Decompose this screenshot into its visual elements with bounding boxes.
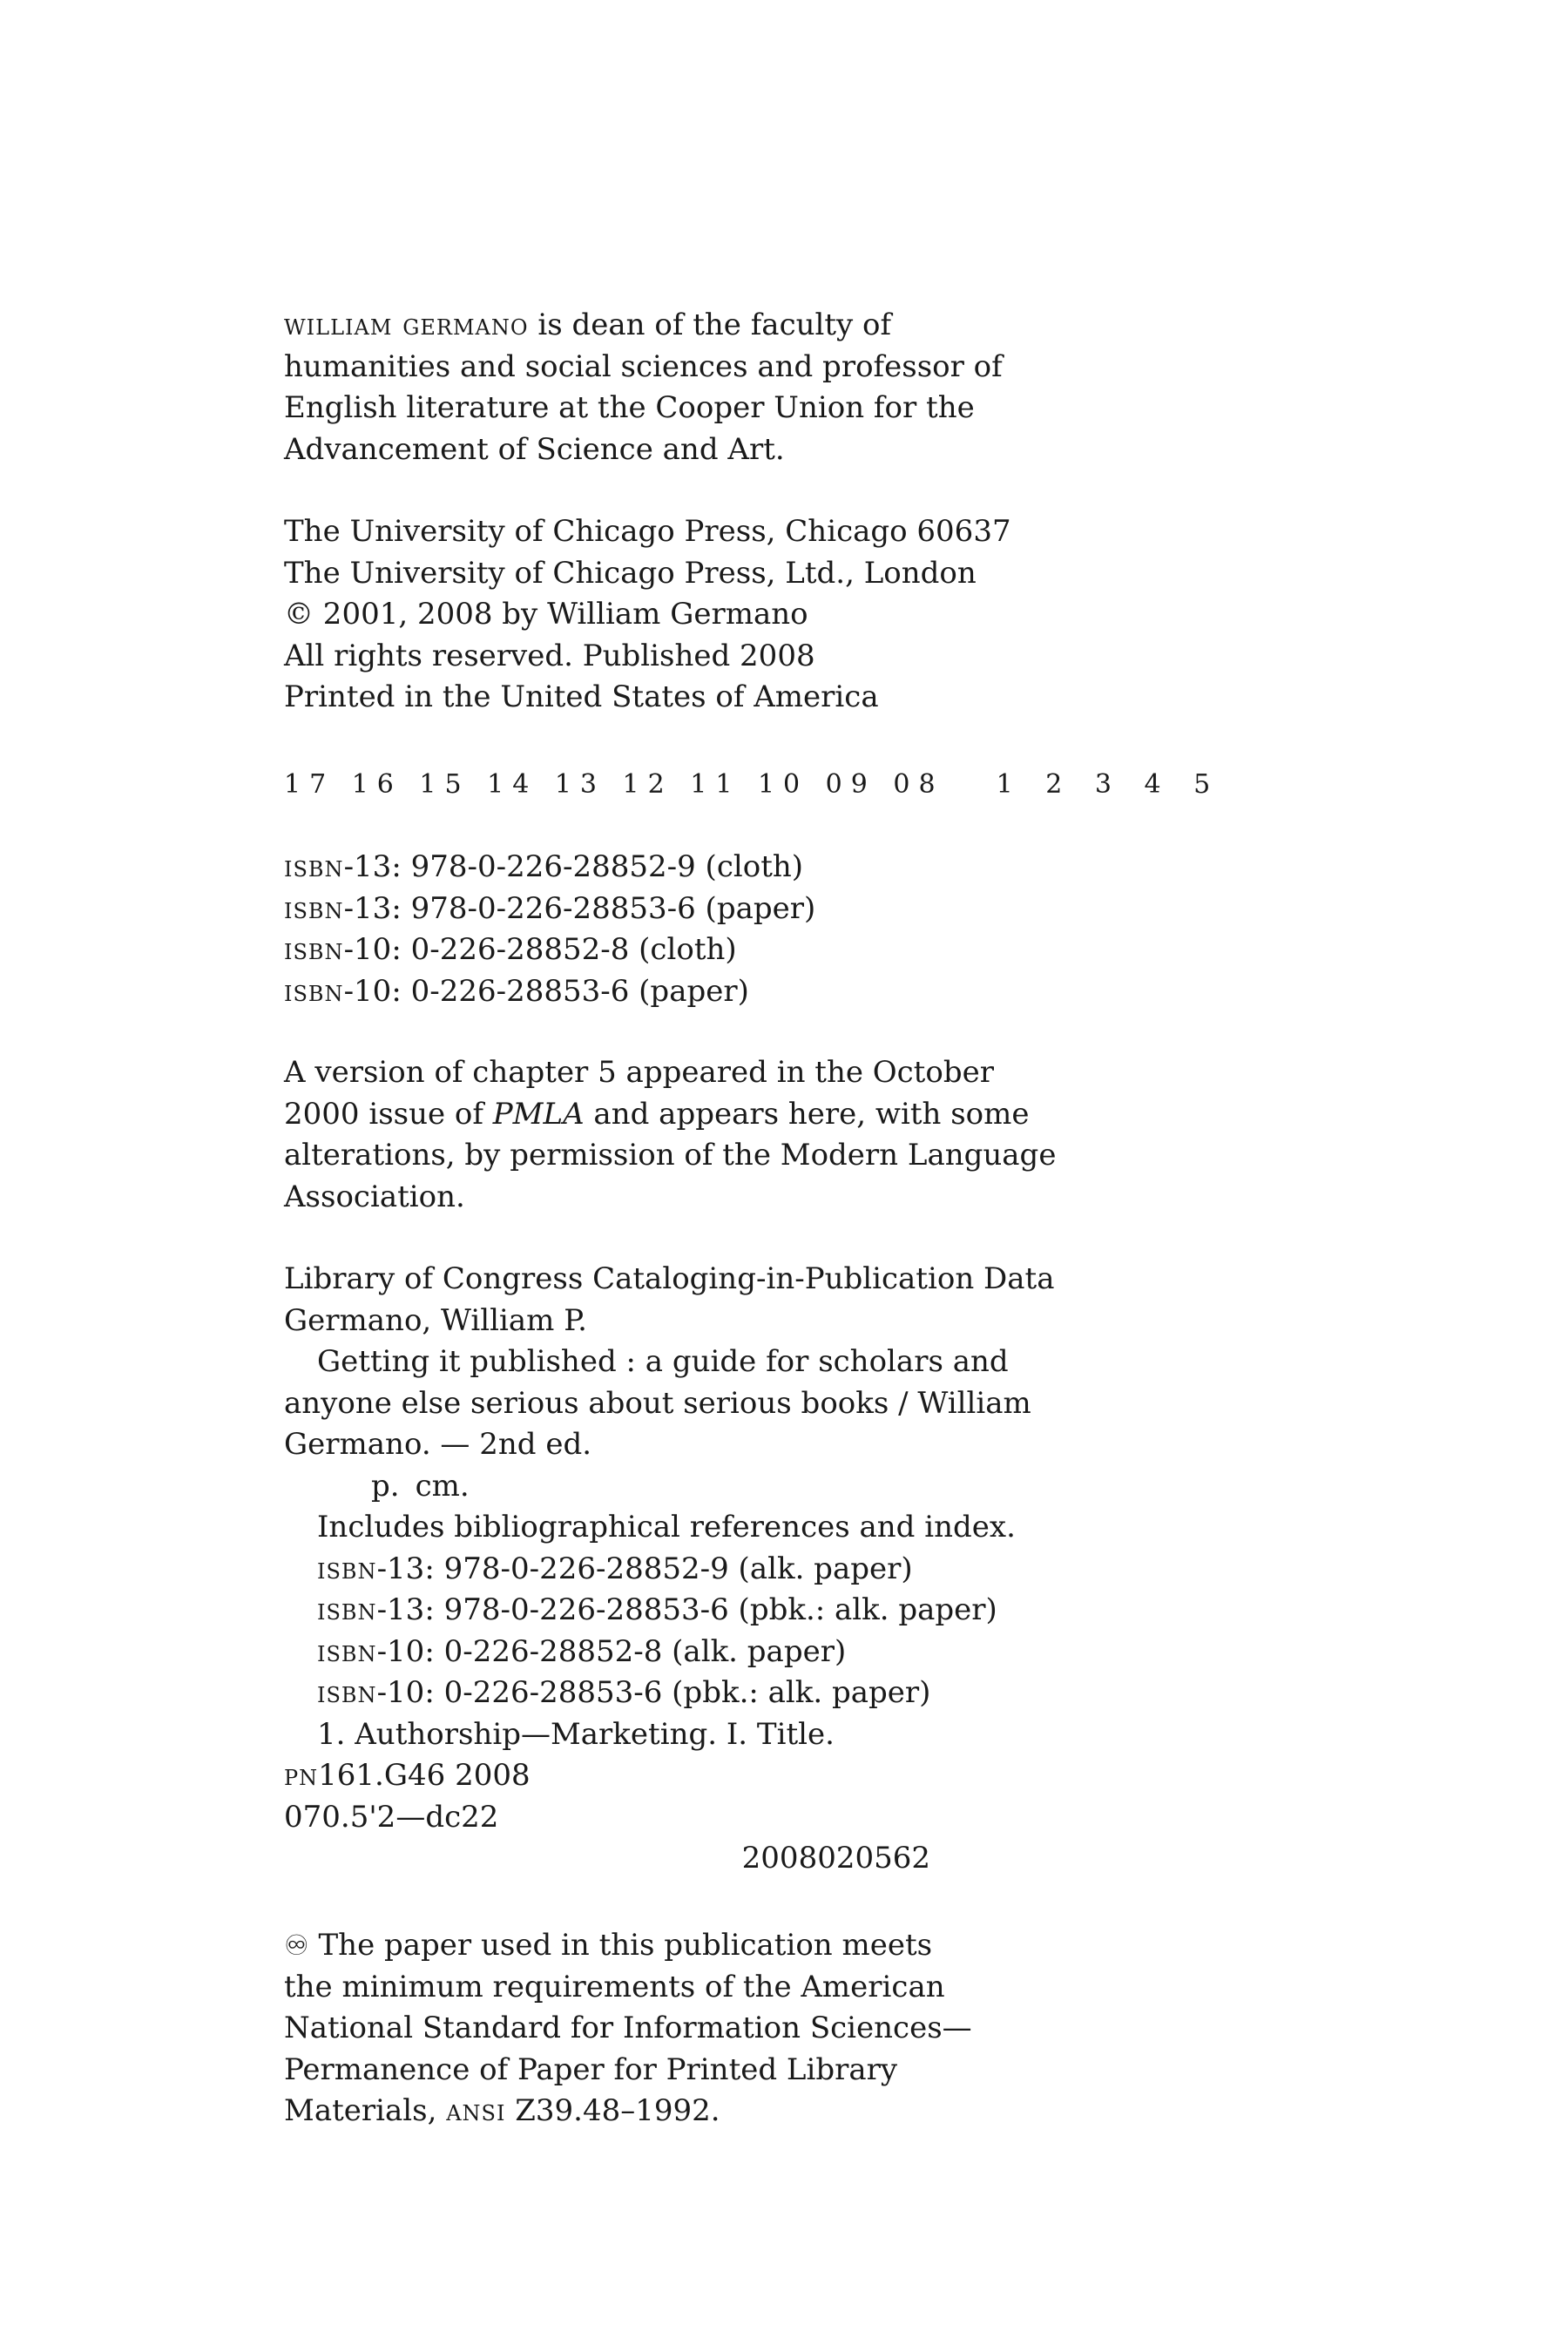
cip-isbn: isbn-13: 978-0-226-28852-9 (alk. paper) [317, 1551, 913, 1586]
cip-title: anyone else serious about serious books / William [284, 1385, 1031, 1421]
cip-isbn: isbn-13: 978-0-226-28853-6 (pbk.: alk. paper) [317, 1592, 997, 1627]
author-bio [284, 305, 1003, 470]
publisher-line: The University of Chicago Press, Chicago 60637 [284, 514, 1011, 549]
bio-line: English literature at the Cooper Union for the [284, 390, 975, 425]
cip-isbn: isbn-10: 0-226-28852-8 (alk. paper) [317, 1633, 847, 1669]
cip-subjects: 1. Authorship—Marketing. I. Title. [317, 1716, 835, 1752]
printing-years: 17 16 15 14 13 12 11 10 09 08 [284, 769, 944, 800]
printing-impressions: 1 2 3 4 5 [996, 769, 1223, 800]
publisher-info [284, 511, 1011, 719]
cip-isbn: isbn-10: 0-226-28853-6 (pbk.: alk. paper) [317, 1675, 931, 1710]
rights-line: All rights reserved. Published 2008 [284, 638, 815, 673]
cip-lccn: 2008020562 [741, 1841, 930, 1876]
bio-line: william germano is dean of the faculty of [284, 308, 892, 342]
cip-lc-class: pn161.G46 2008 [284, 1758, 531, 1793]
journal-title: PMLA [492, 1096, 585, 1132]
infinity-icon: ♾ [284, 1929, 309, 1962]
cip-dewey: 070.5'2—dc22 [284, 1799, 499, 1835]
cip-header: Library of Congress Cataloging-in-Publication Data [284, 1261, 1055, 1296]
isbn-line: isbn-10: 0-226-28853-6 (paper) [284, 973, 749, 1009]
printing-line [284, 764, 1222, 806]
version-note: A version of chapter 5 appeared in the October 2000 issue of PMLA and appears here, with some alterations, by permission of the Modern Language Association. [284, 1055, 1057, 1214]
bio-line: humanities and social sciences and professor of [284, 348, 1003, 384]
author-name: william germano [284, 308, 529, 342]
cip-title: Getting it published : a guide for scholars and [317, 1344, 1009, 1379]
isbn-line: isbn-10: 0-226-28852-8 (cloth) [284, 932, 737, 967]
publisher-line: The University of Chicago Press, Ltd., London [284, 555, 977, 591]
cip-includes: Includes bibliographical references and index. [317, 1510, 1016, 1544]
copyright-line: © 2001, 2008 by William Germano [284, 597, 808, 632]
paper-note: ♾ The paper used in this publication meets the minimum requirements of the American National Standard for Information Sciences— Permanence of Paper for Printed Library Materials, ansi Z39.48–1992. [284, 1928, 972, 2128]
cip-author: Germano, William P. [284, 1302, 587, 1338]
cip-data [284, 1259, 1054, 1880]
isbn-line: isbn-13: 978-0-226-28852-9 (cloth) [284, 849, 804, 884]
bio-line: Advancement of Science and Art. [284, 431, 785, 467]
isbn-line: isbn-13: 978-0-226-28853-6 (paper) [284, 890, 816, 926]
isbn-list [284, 847, 815, 1012]
cip-physical: p. cm. [371, 1468, 470, 1504]
printed-line: Printed in the United States of America [284, 679, 879, 714]
cip-title: Germano. — 2nd ed. [284, 1427, 592, 1462]
